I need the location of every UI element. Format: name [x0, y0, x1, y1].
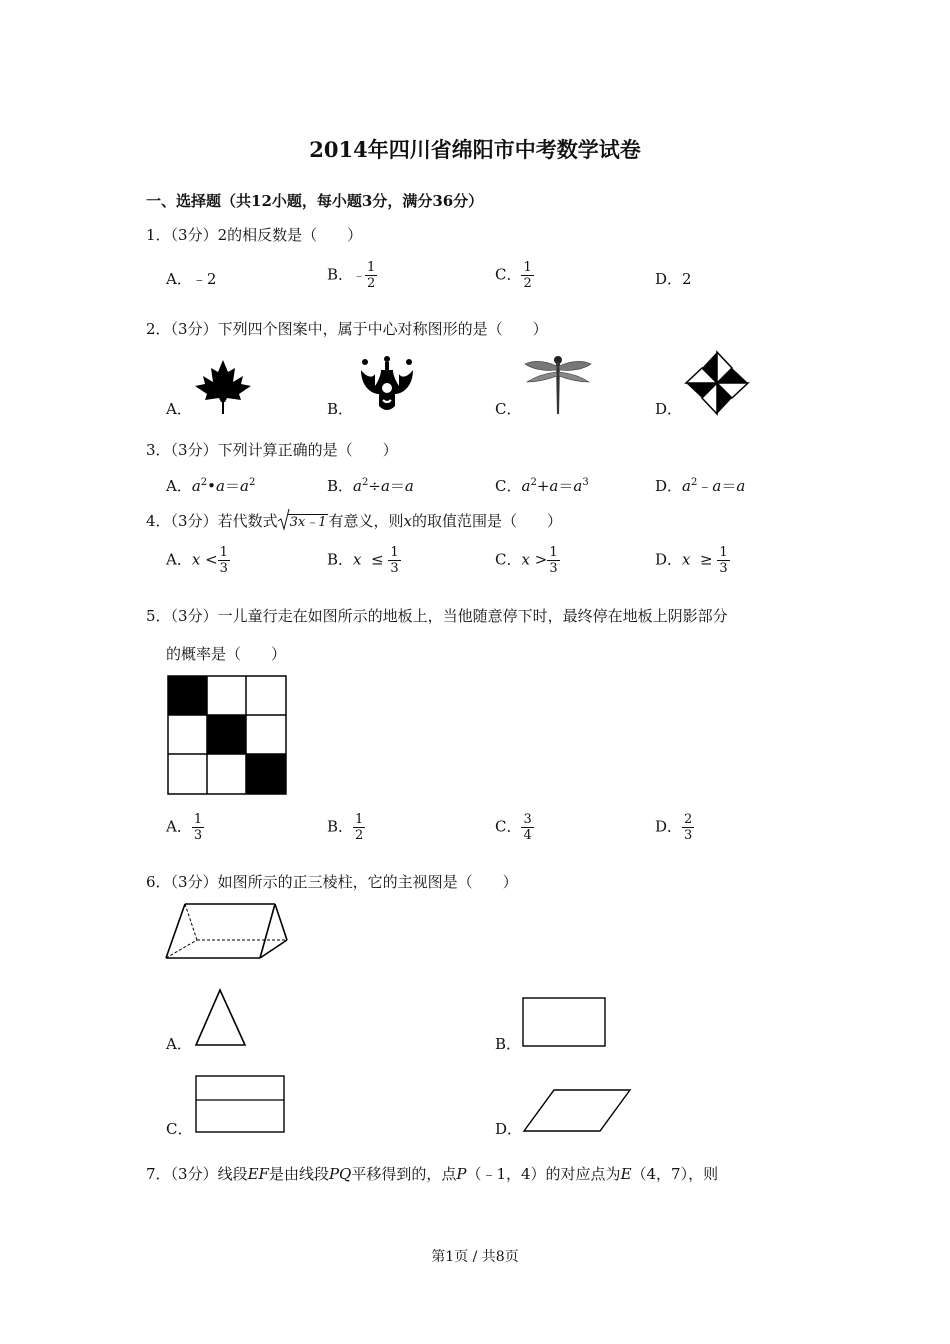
q2-stem: 2．（3分）下列四个图案中，属于中心对称图形的是（ ） — [146, 320, 548, 338]
dragonfly-icon — [523, 354, 593, 414]
q1-option-c: C． $\frac{1}{2}$ — [495, 260, 532, 291]
q6-option-b: B． — [495, 1035, 522, 1053]
floor-grid-figure — [168, 676, 288, 796]
page-title: 2014年四川省绵阳市中考数学试卷 — [309, 137, 641, 162]
q2-option-d: D． — [655, 400, 683, 418]
q3-stem: 3．（3分）下列计算正确的是（ ） — [146, 441, 398, 459]
q5-stem-line2: 的概率是（ ） — [166, 645, 287, 663]
q4-option-b: B．x ≤ $\frac{1}{3}$ — [327, 545, 399, 576]
q6-stem: 6．（3分）如图所示的正三棱柱，它的主视图是（ ） — [146, 873, 518, 891]
flower-emblem-icon — [357, 356, 417, 414]
q2-option-b: B． — [327, 400, 354, 418]
q6-option-d: D． — [495, 1120, 523, 1138]
q5-option-a: A． $\frac{1}{3}$ — [166, 812, 203, 843]
q4-option-c: C．x > $\frac{1}{3}$ — [495, 545, 558, 576]
q5-stem-line1: 5．（3分）一儿童行走在如图所示的地板上，当他随意停下时，最终停在地板上阴影部分 — [146, 607, 728, 625]
q5-option-d: D． $\frac{2}{3}$ — [655, 812, 693, 843]
q7-stem: 7．（3分）线段EF是由线段PQ平移得到的，点P（﹣1，4）的对应点为E（4，7），则 — [146, 1165, 719, 1183]
pinwheel-icon — [684, 352, 750, 414]
q4-option-d: D．x ≥ $\frac{1}{3}$ — [655, 545, 728, 576]
q3-option-c: C．$a^2+a=a^3$ — [495, 477, 589, 495]
q5-option-c: C． $\frac{3}{4}$ — [495, 812, 532, 843]
q2-option-a: A． — [166, 400, 192, 418]
q1-stem: 1．（3分）2的相反数是（ ） — [146, 226, 363, 244]
triangular-prism-figure — [165, 902, 290, 962]
q5-option-b: B． $\frac{1}{2}$ — [327, 812, 364, 843]
rectangle-with-line-view — [195, 1075, 287, 1135]
section-heading: 一、选择题（共12小题，每小题3分，满分36分） — [146, 192, 484, 210]
q6-option-c: C． — [166, 1120, 193, 1138]
triangle-view — [194, 988, 248, 1048]
rectangle-view — [522, 997, 608, 1049]
q3-option-d: D．$a^2﹣a=a$ — [655, 477, 746, 495]
parallelogram-view — [522, 1088, 634, 1134]
q2-option-c: C． — [495, 400, 522, 418]
q3-option-a: A．$a^2•a=a^2$ — [166, 477, 256, 495]
q1-option-b: B．﹣ $\frac{1}{2}$ — [327, 260, 376, 291]
maple-leaf-icon — [195, 358, 255, 414]
page-footer: 第1页 / 共8页 — [431, 1249, 519, 1265]
q1-option-d: D．2 — [655, 270, 692, 288]
q3-option-b: B．$a^2\div a=a$ — [327, 477, 414, 495]
q4-option-a: A．x < $\frac{1}{3}$ — [166, 545, 228, 576]
q4-stem: 4．（3分）若代数式 3x﹣1 有意义，则x的取值范围是（ ） — [146, 510, 562, 531]
q1-option-a: A．﹣2 — [166, 270, 217, 288]
q6-option-a: A． — [166, 1035, 192, 1053]
